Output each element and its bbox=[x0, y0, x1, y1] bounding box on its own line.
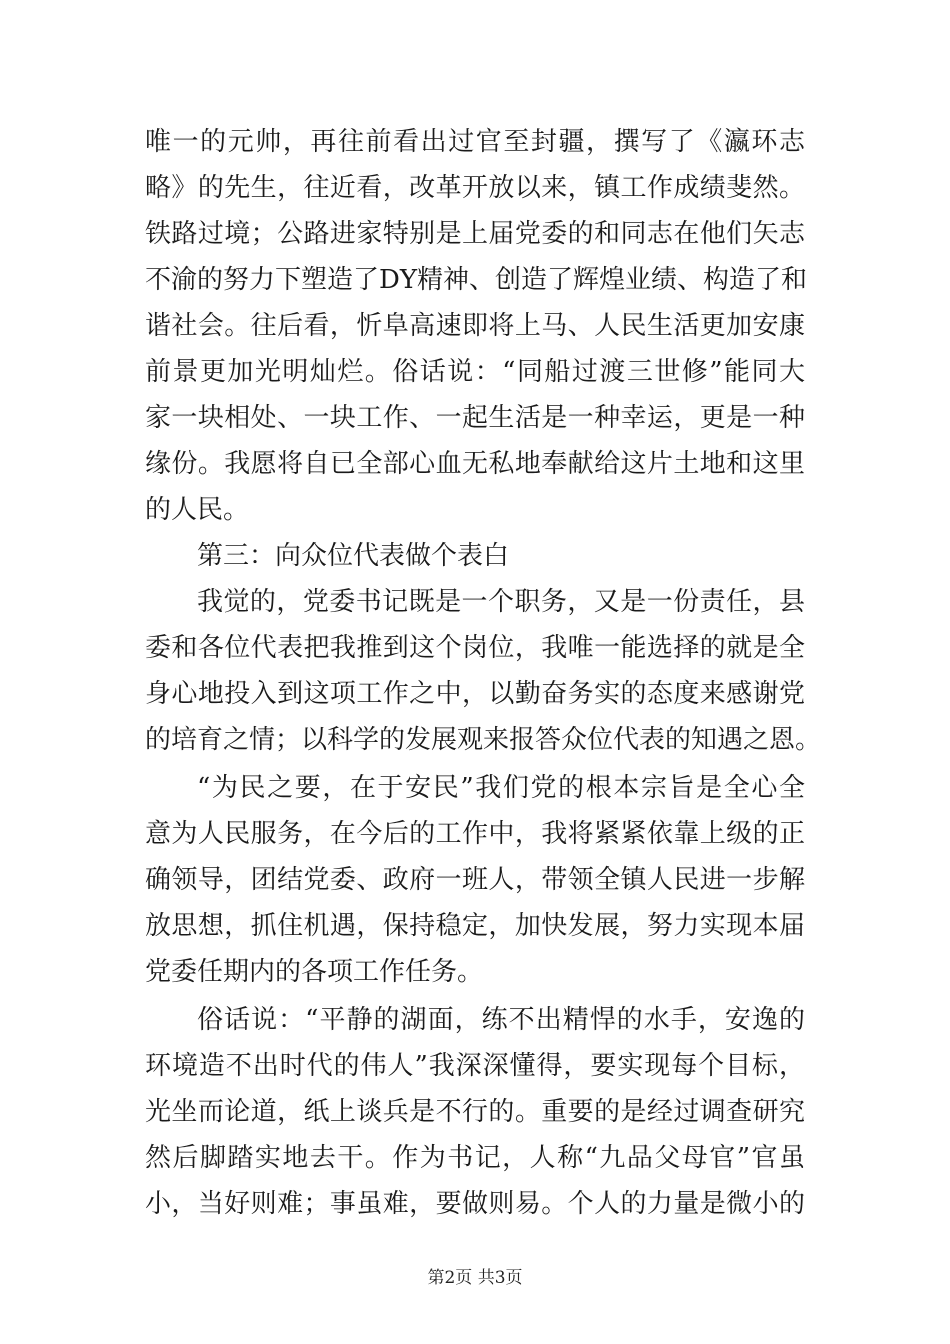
text-line: 身心地投入到这项工作之中，以勤奋务实的态度来感谢党 bbox=[145, 679, 805, 709]
text-line: 铁路过境；公路进家特别是上届党委的和同志在他们矢志 bbox=[145, 219, 805, 249]
text-line: 意为人民服务，在今后的工作中，我将紧紧依靠上级的正 bbox=[145, 819, 805, 849]
text-line: 的培育之情；以科学的发展观来报答众位代表的知遇之恩。 bbox=[145, 725, 822, 755]
text-line: 唯一的元帅，再往前看出过官至封疆，撰写了《瀛环志 bbox=[145, 127, 805, 157]
page-number-footer: 第2页 共3页 bbox=[427, 1268, 523, 1288]
text-line: 俗话说：“平静的湖面，练不出精悍的水手，安逸的 bbox=[197, 1005, 805, 1035]
section-heading: 第三：向众位代表做个表白 bbox=[197, 541, 510, 571]
text-line: 缘份。我愿将自已全部心血无私地奉献给这片土地和这里 bbox=[145, 449, 805, 479]
text-line: 的人民。 bbox=[145, 495, 250, 525]
text-line: 略》的先生，往近看，改革开放以来，镇工作成绩斐然。 bbox=[145, 173, 805, 203]
text-line: 环境造不出时代的伟人”我深深懂得，要实现每个目标， bbox=[145, 1051, 805, 1081]
text-line: 党委任期内的各项工作任务。 bbox=[145, 957, 484, 987]
text-line: 不渝的努力下塑造了DY精神、创造了辉煌业绩、构造了和 bbox=[145, 265, 808, 295]
text-line: 然后脚踏实地去干。作为书记，人称“九品父母官”官虽 bbox=[145, 1143, 805, 1173]
text-line: 委和各位代表把我推到这个岗位，我唯一能选择的就是全 bbox=[145, 633, 805, 663]
text-line: “为民之要，在于安民”我们党的根本宗旨是全心全 bbox=[197, 773, 805, 803]
text-line: 确领导，团结党委、政府一班人，带领全镇人民进一步解 bbox=[145, 865, 805, 895]
text-line: 谐社会。往后看，忻阜高速即将上马、人民生活更加安康 bbox=[145, 311, 805, 341]
text-line: 我觉的，党委书记既是一个职务，又是一份责任，县 bbox=[197, 587, 805, 617]
text-line: 光坐而论道，纸上谈兵是不行的。重要的是经过调查研究 bbox=[145, 1097, 805, 1127]
text-line: 放思想，抓住机遇，保持稳定，加快发展，努力实现本届 bbox=[145, 911, 805, 941]
text-line: 家一块相处、一块工作、一起生活是一种幸运，更是一种 bbox=[145, 403, 805, 433]
text-line: 小，当好则难；事虽难，要做则易。个人的力量是微小的 bbox=[145, 1189, 805, 1219]
text-line: 前景更加光明灿烂。俗话说：“同船过渡三世修”能同大 bbox=[145, 357, 805, 387]
